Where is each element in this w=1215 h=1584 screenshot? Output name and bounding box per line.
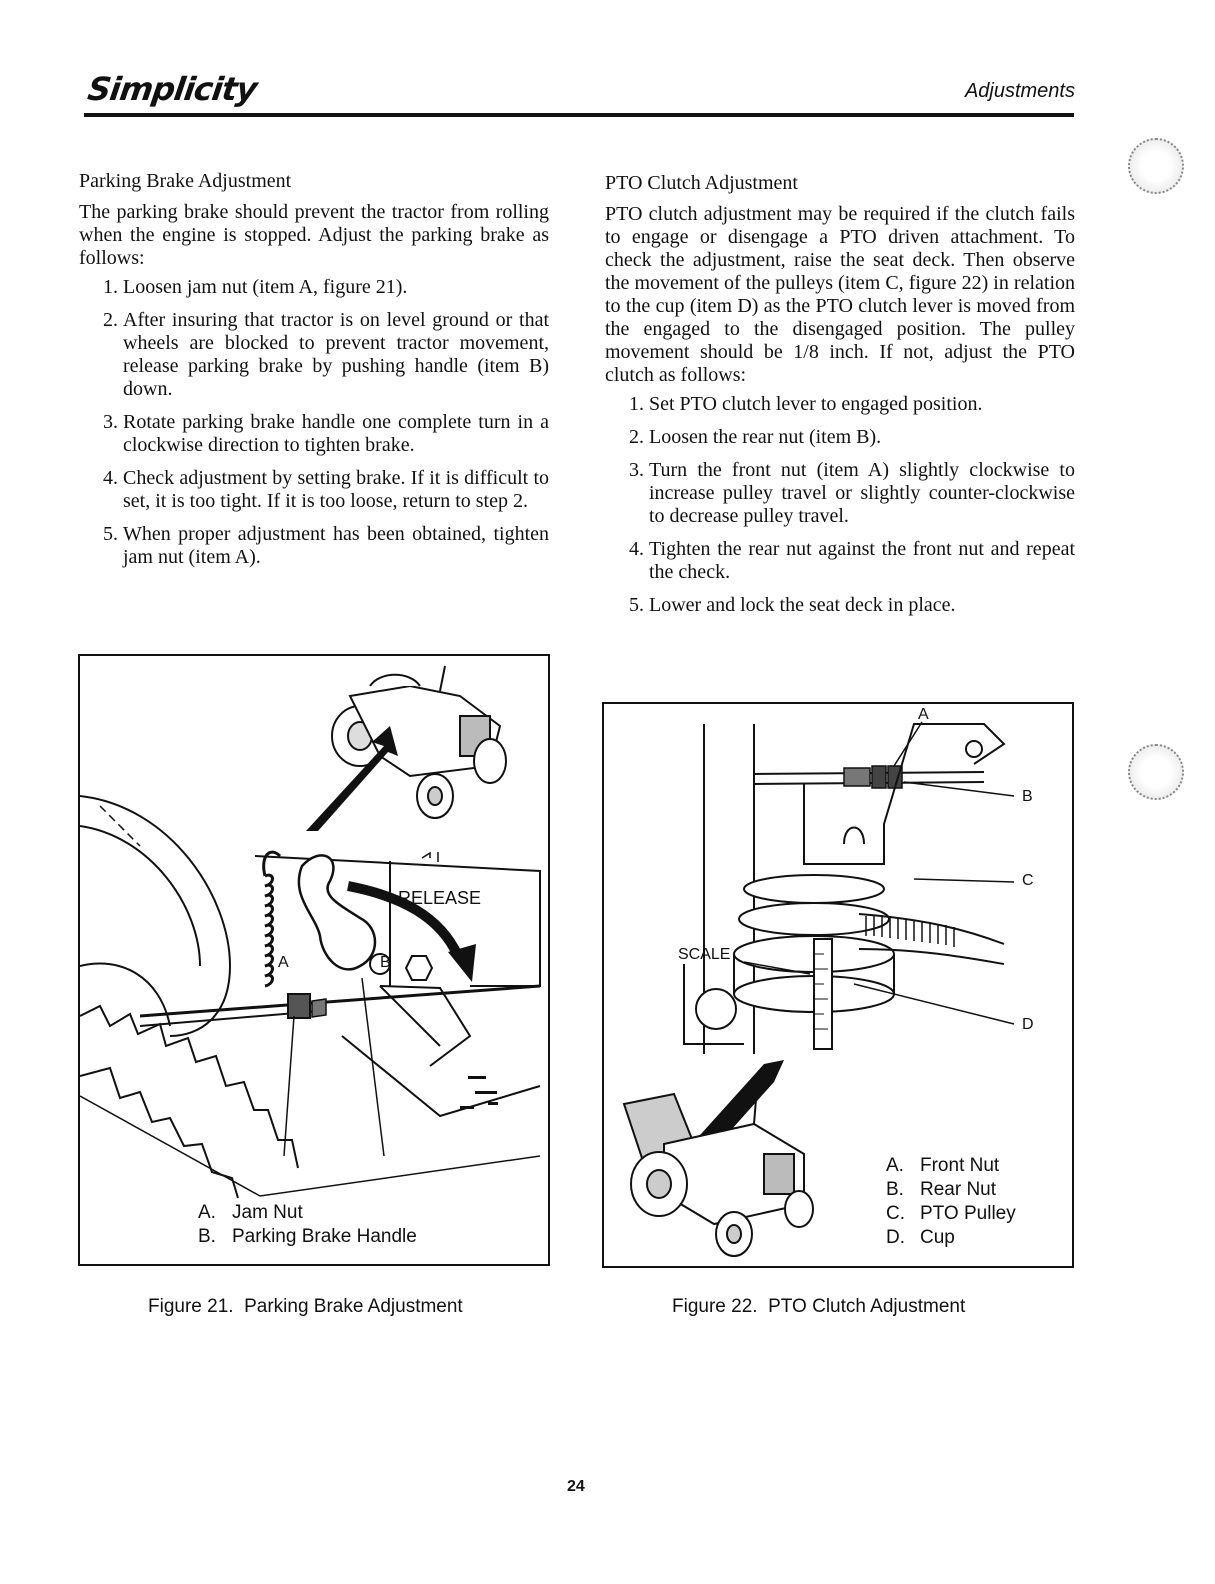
callout-b: B xyxy=(1022,788,1033,805)
callout-a: A xyxy=(278,954,289,971)
parking-brake-steps xyxy=(79,276,549,569)
figure-21-legend xyxy=(198,1201,417,1249)
binder-hole xyxy=(1128,138,1184,194)
figure-22-legend xyxy=(886,1154,1016,1250)
parking-brake-heading: Parking Brake Adjustment xyxy=(79,170,292,192)
callout-b: B xyxy=(380,954,391,971)
legend-item: A. Front Nut xyxy=(886,1155,1000,1176)
page-number: 24 xyxy=(567,1478,585,1495)
legend-item: A. Jam Nut xyxy=(198,1202,303,1223)
header-rule xyxy=(84,113,1074,117)
callout-a: A xyxy=(918,706,929,723)
step-item: 4. Tighten the rear nut against the front nut and repeat the check. xyxy=(629,538,1075,583)
legend-item: B. Parking Brake Handle xyxy=(198,1226,417,1247)
step-item: 1. Set PTO clutch lever to engaged position. xyxy=(629,393,983,415)
step-item: 3. Turn the front nut (item A) slightly clockwise to increase pulley travel or slightly counter-clockwise to decrease pulley travel. xyxy=(629,459,1075,527)
step-item: 2. Loosen the rear nut (item B). xyxy=(629,426,882,448)
binder-hole xyxy=(1128,744,1184,800)
legend-item: D. Cup xyxy=(886,1227,955,1248)
step-item: 3. Rotate parking brake handle one complete turn in a clockwise direction to tighten brake. xyxy=(103,411,549,456)
pto-clutch-section xyxy=(605,172,1075,627)
pto-clutch-steps xyxy=(605,393,1075,617)
figure-21-caption: Figure 21. Parking Brake Adjustment xyxy=(148,1296,463,1317)
legend-item: B. Rear Nut xyxy=(886,1179,997,1200)
pto-clutch-heading: PTO Clutch Adjustment xyxy=(605,172,798,194)
figure-22-caption: Figure 22. PTO Clutch Adjustment xyxy=(672,1296,966,1317)
figure-21 xyxy=(78,654,550,1266)
callout-d: D xyxy=(1022,1016,1034,1033)
parking-brake-intro: The parking brake should prevent the tractor from rolling when the engine is stopped. Adjust the parking brake as follows: xyxy=(79,201,549,269)
scale-label: SCALE xyxy=(678,946,731,963)
release-label: RELEASE xyxy=(398,888,482,908)
parking-brake-section xyxy=(79,170,549,579)
step-item: 2. After insuring that tractor is on level ground or that wheels are blocked to prevent tractor movement, release parking brake by pushing handle (item B) down. xyxy=(103,309,549,400)
callout-c: C xyxy=(1022,872,1034,889)
step-item: 4. Check adjustment by setting brake. If it is difficult to set, it is too tight. If it is too loose, return to step 2. xyxy=(103,467,549,512)
parking-brake-illustration xyxy=(80,656,548,1264)
section-title: Adjustments xyxy=(964,80,1075,102)
pto-clutch-intro: PTO clutch adjustment may be required if the clutch fails to engage or disengage a PTO driven attachment. To check the adjustment, raise the seat deck. Then observe the movement of the pulleys (item C, figure 22) in relation to the cup (item D) as the PTO clutch lever is moved from the engaged to the disengaged position. The pulley movement should be 1/8 inch. If not, adjust the PTO clutch as follows: xyxy=(605,203,1075,386)
step-item: 5. When proper adjustment has been obtained, tighten jam nut (item A). xyxy=(103,523,549,568)
brand-logo: Simplicity xyxy=(85,70,259,108)
step-item: 5. Lower and lock the seat deck in place. xyxy=(629,594,956,616)
figure-22 xyxy=(602,702,1074,1268)
legend-item: C. PTO Pulley xyxy=(886,1203,1016,1224)
step-item: 1. Loosen jam nut (item A, figure 21). xyxy=(103,276,408,298)
